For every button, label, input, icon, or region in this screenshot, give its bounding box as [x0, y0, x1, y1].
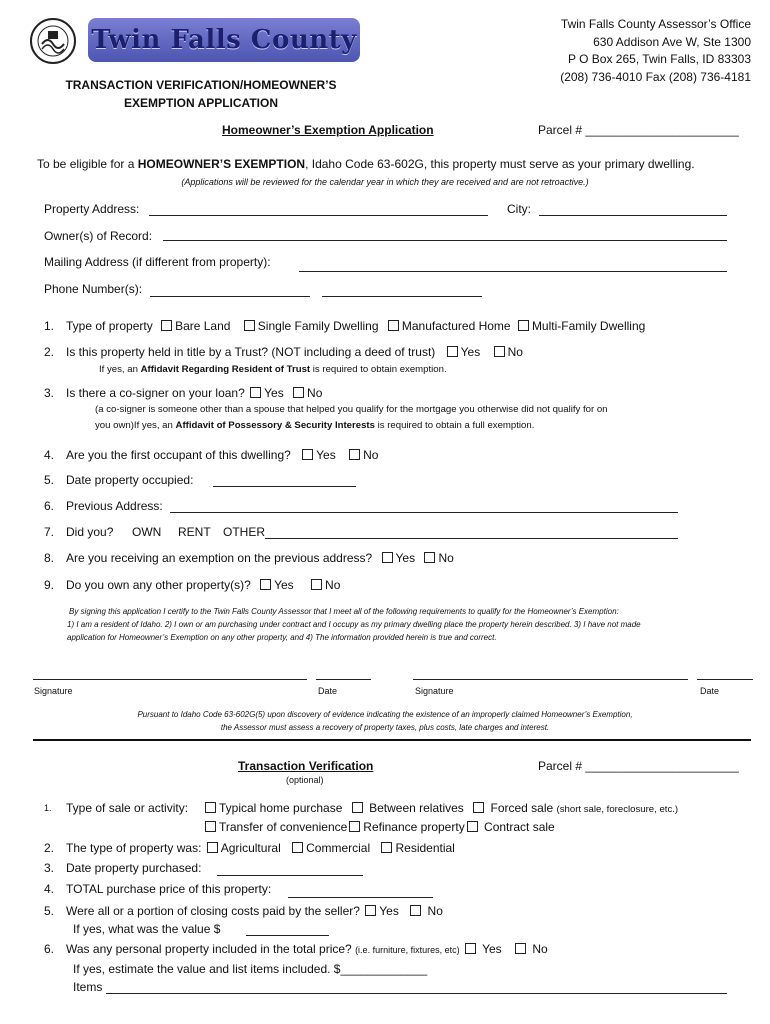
t1-option-contract: Contract sale	[484, 820, 555, 834]
q3-yes-label: Yes	[264, 386, 284, 400]
q5-date-field[interactable]	[213, 486, 356, 487]
q5-number: 5.	[44, 473, 55, 487]
q2-yes-label: Yes	[460, 345, 481, 359]
section-divider	[33, 739, 751, 741]
q2-note-bold: Affidavit Regarding Resident of Trust	[140, 364, 311, 375]
city-field[interactable]	[539, 215, 727, 216]
t5-no-label: No	[427, 904, 443, 918]
eligibility-pre: To be eligible for a	[37, 157, 138, 171]
q1-option-bare-land: Bare Land	[175, 319, 231, 333]
date-line-2[interactable]	[697, 679, 753, 680]
t1-checkbox-forced[interactable]	[473, 802, 484, 813]
owners-field[interactable]	[163, 240, 727, 241]
review-note: (Applications will be reviewed for the calendar year in which they are received and are not retroactive.)	[181, 177, 589, 187]
q1-checkbox-manufactured[interactable]	[388, 320, 399, 331]
t1-option-transfer: Transfer of convenience	[219, 820, 348, 834]
q7-rent-option[interactable]: RENT	[178, 525, 211, 539]
t1-checkbox-relatives[interactable]	[352, 802, 363, 813]
q2-note	[99, 364, 447, 375]
t6-yes-checkbox[interactable]	[465, 943, 476, 954]
t2-row	[66, 841, 455, 855]
t6-items-field[interactable]	[106, 993, 727, 994]
q6-number: 6.	[44, 499, 55, 513]
office-street: 630 Addison Ave W, Ste 1300	[593, 34, 751, 49]
q8-yes-checkbox[interactable]	[382, 552, 393, 563]
t1-checkbox-refinance[interactable]	[349, 821, 360, 832]
t1-option-typical: Typical home purchase	[219, 801, 343, 815]
certify-line1: By signing this application I certify to the Twin Falls County Assessor that I meet all of the following requirements to qualify for the Homeowner’s Exemption:	[69, 607, 619, 616]
q1-row	[66, 319, 645, 333]
q7-label: Did you?	[66, 525, 114, 539]
phone-field-1[interactable]	[150, 296, 310, 297]
t3-number: 3.	[44, 861, 55, 875]
q4-yes-checkbox[interactable]	[302, 449, 313, 460]
signature-label-2: Signature	[415, 686, 454, 696]
form-title	[0, 76, 402, 112]
q2-label: Is this property held in title by a Trust? (NOT including a deed of trust)	[66, 345, 436, 359]
q3-label: Is there a co-signer on your loan?	[66, 386, 245, 400]
q5-label: Date property occupied:	[66, 473, 194, 487]
q6-label: Previous Address:	[66, 499, 163, 513]
certify-line3: application for Homeowner’s Exemption on any other property, and 4) The information provided herein is true and correct.	[67, 633, 497, 642]
q9-yes-checkbox[interactable]	[260, 579, 271, 590]
q2-note-pre: If yes, an	[99, 364, 141, 375]
exemption-heading: Homeowner’s Exemption Application	[222, 123, 434, 137]
q4-number: 4.	[44, 448, 55, 462]
q8-number: 8.	[44, 551, 55, 565]
t2-option-agricultural: Agricultural	[220, 841, 281, 855]
mailing-address-label: Mailing Address (if different from property):	[44, 255, 271, 269]
q3-note-line2	[95, 420, 534, 431]
phone-field-2[interactable]	[322, 296, 482, 297]
q7-other-field[interactable]	[265, 538, 678, 539]
t6-label: Was any personal property included in the total price?	[66, 942, 352, 956]
t4-price-field[interactable]	[288, 897, 433, 898]
q1-option-multi-family: Multi-Family Dwelling	[531, 319, 646, 333]
q9-number: 9.	[44, 578, 55, 592]
office-phone: (208) 736-4010 Fax (208) 736-4181	[560, 69, 751, 84]
q9-row	[66, 578, 340, 592]
signature-label-1: Signature	[34, 686, 73, 696]
q1-checkbox-bare-land[interactable]	[161, 320, 172, 331]
form-title-line2: EXEMPTION APPLICATION	[123, 96, 278, 110]
q1-label: Type of property	[66, 319, 153, 333]
signature-line-1[interactable]	[33, 679, 307, 680]
t1-row1	[203, 801, 678, 815]
t1-forced-note: (short sale, foreclosure, etc.)	[556, 804, 679, 815]
t2-option-residential: Residential	[395, 841, 455, 855]
owners-label: Owner(s) of Record:	[44, 229, 153, 243]
eligibility-text	[37, 157, 695, 171]
q1-option-single-family: Single Family Dwelling	[257, 319, 379, 333]
t6-sub-label: If yes, estimate the value and list items included. $_____________	[73, 962, 428, 976]
eligibility-bold: HOMEOWNER’S EXEMPTION	[137, 157, 306, 171]
q3-number: 3.	[44, 386, 55, 400]
q3-note-pre: you own)If yes, an	[95, 420, 176, 431]
logo-text: Twin Falls County	[91, 25, 357, 55]
q7-own-option[interactable]: OWN	[132, 525, 162, 539]
t6-no-checkbox[interactable]	[515, 943, 526, 954]
t2-checkbox-agricultural[interactable]	[207, 842, 218, 853]
q1-checkbox-single-family[interactable]	[244, 320, 255, 331]
q3-note-bold: Affidavit of Possessory & Security Interests	[175, 420, 375, 431]
t3-label: Date property purchased:	[66, 861, 202, 875]
t1-label: Type of sale or activity:	[66, 801, 189, 815]
transaction-optional: (optional)	[286, 775, 324, 785]
t1-row2	[203, 820, 555, 834]
q8-row	[66, 551, 454, 565]
q1-checkbox-multi-family[interactable]	[518, 320, 529, 331]
q9-no-label: No	[325, 578, 341, 592]
t1-number: 1.	[44, 803, 52, 813]
q4-no-checkbox[interactable]	[349, 449, 360, 460]
q8-yes-label: Yes	[395, 551, 416, 565]
pursuant-line1: Pursuant to Idaho Code 63-602G(5) upon discovery of evidence indicating the existence of an improperly claimed Homeowner’s Exemption,	[137, 710, 633, 719]
q2-no-checkbox[interactable]	[494, 346, 505, 357]
t2-number: 2.	[44, 841, 55, 855]
q9-label: Do you own any other property(s)?	[66, 578, 251, 592]
q7-number: 7.	[44, 525, 55, 539]
q8-label: Are you receiving an exemption on the previous address?	[66, 551, 373, 565]
t6-row	[66, 942, 548, 956]
q3-yes-checkbox[interactable]	[250, 387, 261, 398]
q2-number: 2.	[44, 345, 55, 359]
q8-no-label: No	[438, 551, 454, 565]
t1-checkbox-transfer[interactable]	[205, 821, 216, 832]
form-title-line1: TRANSACTION VERIFICATION/HOMEOWNER’S	[65, 78, 337, 92]
transaction-parcel-field[interactable]: Parcel # _______________________	[538, 759, 739, 773]
q4-label: Are you the first occupant of this dwelling?	[66, 448, 291, 462]
q7-other-option[interactable]: OTHER	[223, 525, 265, 539]
county-logo-banner	[88, 18, 360, 62]
t5-yes-checkbox[interactable]	[365, 905, 376, 916]
t2-checkbox-commercial[interactable]	[292, 842, 303, 853]
phone-label: Phone Number(s):	[44, 282, 143, 296]
q4-no-label: No	[363, 448, 379, 462]
date-label-1: Date	[318, 686, 338, 696]
eligibility-post: , Idaho Code 63-602G, this property must serve as your primary dwelling.	[305, 157, 695, 171]
q2-yes-checkbox[interactable]	[447, 346, 458, 357]
date-line-1[interactable]	[316, 679, 371, 680]
t6-yes-label: Yes	[482, 942, 502, 956]
q3-row	[66, 386, 322, 400]
t5-number: 5.	[44, 904, 55, 918]
office-name: Twin Falls County Assessor’s Office	[560, 17, 751, 31]
t5-row	[66, 904, 443, 918]
office-pobox: P O Box 265, Twin Falls, ID 83303	[568, 52, 751, 66]
t6-no-label: No	[532, 942, 548, 956]
q3-note-post: is required to obtain a full exemption.	[374, 420, 535, 431]
t1-option-relatives: Between relatives	[369, 801, 464, 815]
t2-option-commercial: Commercial	[306, 841, 371, 855]
pursuant-line2: the Assessor must assess a recovery of property taxes, plus costs, late charges and interest.	[220, 723, 550, 732]
q9-no-checkbox[interactable]	[311, 579, 322, 590]
signature-line-2[interactable]	[413, 679, 688, 680]
t1-checkbox-typical[interactable]	[205, 802, 216, 813]
t4-number: 4.	[44, 882, 55, 896]
t1-checkbox-contract[interactable]	[467, 821, 478, 832]
office-address	[560, 16, 751, 86]
property-address-field[interactable]	[149, 215, 488, 216]
property-address-label: Property Address:	[44, 202, 140, 216]
t2-checkbox-residential[interactable]	[381, 842, 392, 853]
county-seal-logo	[28, 16, 78, 66]
t6-note: (i.e. furniture, fixtures, etc)	[355, 945, 460, 955]
certify-line2: 1) I am a resident of Idaho. 2) I own or am purchasing under contract and I occupy as my primary dwelling place the property herein described. 3) I have not made	[67, 620, 641, 629]
t5-sub-label: If yes, what was the value $	[73, 922, 221, 936]
q2-row	[66, 345, 523, 359]
q9-yes-label: Yes	[274, 578, 294, 592]
q3-note-line1: (a co-signer is someone other than a spouse that helped you qualify for the mortgage you otherwise did not qualify for on	[95, 404, 608, 415]
q1-number: 1.	[44, 319, 55, 333]
q2-note-post: is required to obtain exemption.	[310, 364, 447, 375]
t5-value-field[interactable]	[246, 935, 329, 936]
exemption-parcel-field[interactable]: Parcel # _______________________	[538, 123, 739, 137]
q3-no-label: No	[307, 386, 323, 400]
t5-label: Were all or a portion of closing costs paid by the seller?	[66, 904, 360, 918]
q1-option-manufactured: Manufactured Home	[401, 319, 511, 333]
mailing-address-field[interactable]	[299, 271, 727, 272]
t6-items-label: Items	[73, 980, 103, 994]
q4-row	[66, 448, 378, 462]
transaction-heading: Transaction Verification	[238, 759, 374, 773]
t6-number: 6.	[44, 942, 55, 956]
t3-date-field[interactable]	[217, 875, 363, 876]
q3-no-checkbox[interactable]	[293, 387, 304, 398]
t1-option-refinance: Refinance property	[363, 820, 465, 834]
q2-no-label: No	[507, 345, 523, 359]
city-label: City:	[507, 202, 531, 216]
q4-yes-label: Yes	[316, 448, 336, 462]
q8-no-checkbox[interactable]	[424, 552, 435, 563]
q6-previous-address-field[interactable]	[170, 512, 678, 513]
t2-label: The type of property was:	[66, 841, 202, 855]
t4-label: TOTAL purchase price of this property:	[66, 882, 272, 896]
t5-no-checkbox[interactable]	[410, 905, 421, 916]
t5-yes-label: Yes	[379, 904, 399, 918]
date-label-2: Date	[700, 686, 720, 696]
t1-option-forced: Forced sale	[490, 801, 554, 815]
